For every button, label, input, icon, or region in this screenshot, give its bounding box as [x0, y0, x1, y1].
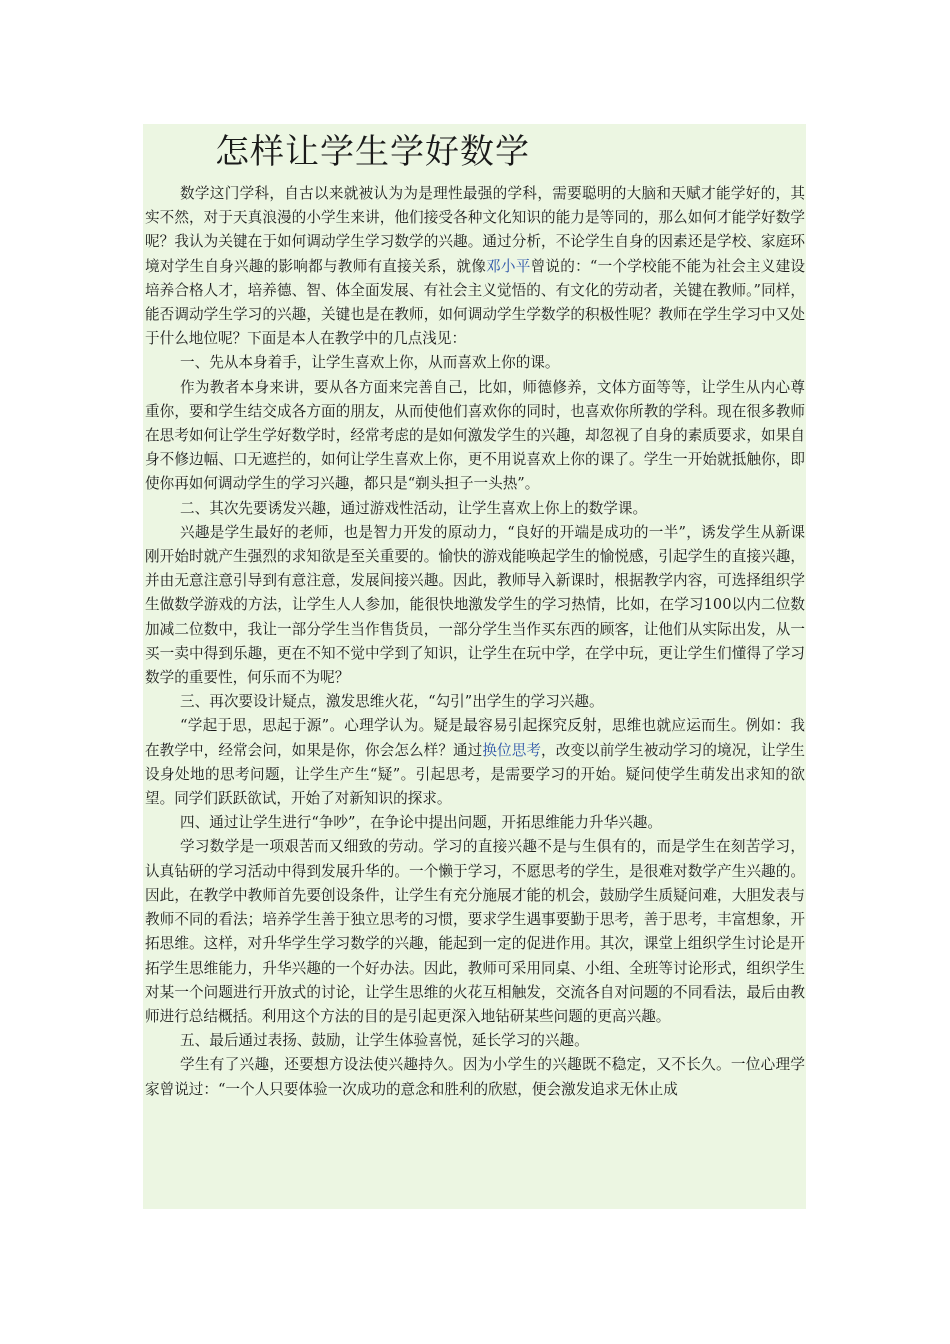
section-3-body — [145, 714, 805, 811]
document-body — [145, 182, 805, 1102]
perspective-taking-link[interactable]: 换位思考 — [482, 741, 542, 759]
section-3-text-b: ，改变以前学生被动学习的境况，让学生设身处地的思考问题，让学生产生“疑”。引起思考，是需要学习的开始。疑问使学生萌发出求知的欲望。同学们跃跃欲试，开始了对新知识的探求。 — [145, 741, 805, 808]
section-3-text-a: “学起于思，思起于源”。心理学认为。疑是最容易引起探究反射，思维也就应运而生。例如：我在教学中，经常会问，如果是你，你会怎么样？通过 — [145, 717, 805, 759]
document-title: 怎样让学生学好数学 — [215, 132, 530, 172]
deng-xiaoping-link[interactable]: 邓小平 — [486, 257, 531, 275]
section-4-heading: 四、通过让学生进行“争吵”，在争论中提出问题，开拓思维能力升华兴趣。 — [180, 814, 662, 832]
intro-paragraph — [145, 182, 805, 351]
section-1-heading: 一、先从本身着手，让学生喜欢上你，从而喜欢上你的课。 — [180, 354, 560, 372]
intro-text-2: 曾说的：“一个学校能不能为社会主义建设培养合格人才，培养德、智、体全面发展、有社会主义觉悟的、有文化的劳动者，关键在教师。”同样，能否调动学生学习的兴趣，关键也是在教师，如何调动学生学数学的积极性呢？教师在学生学习中又处于什么地位呢？下面是本人在教学中的几点浅见： — [145, 257, 805, 348]
section-2-heading: 二、其次先要诱发兴趣，通过游戏性活动，让学生喜欢上你上的数学课。 — [180, 499, 648, 517]
section-1-body: 作为教者本身来讲，要从各方面来完善自己，比如，师德修养，文体方面等等，让学生从内心尊重你，要和学生结交成各方面的朋友，从而使他们喜欢你的同时，也喜欢你所教的学科。现在很多教师在思考如何让学生学好数学时，经常考虑的是如何激发学生的兴趣，却忽视了自身的素质要求，如果自身不修边幅、口无遮拦的，如何让学生喜欢上你，更不用说喜欢上你的课了。学生一开始就抵触你，即使你再如何调动学生的学习兴趣，都只是“剃头担子一头热”。 — [145, 378, 805, 493]
section-2-body: 兴趣是学生最好的老师，也是智力开发的原动力，“良好的开端是成功的一半”，诱发学生从新课刚开始时就产生强烈的求知欲是至关重要的。愉快的游戏能唤起学生的愉悦感，引起学生的直接兴趣，并由无意注意引导到有意注意，发展间接兴趣。因此，教师导入新课时，根据教学内容，可选择组织学生做数学游戏的方法，让学生人人参加，能很快地激发学生的学习热情，比如，在学习100以内二位数加减二位数中，我让一部分学生当作售货员，一部分学生当作买东西的顾客，让他们从实际出发，从一买一卖中得到乐趣，更在不知不觉中学到了知识，让学生在玩中学，在学中玩，更让学生们懂得了学习数学的重要性，何乐而不为呢？ — [145, 523, 805, 687]
section-3-heading: 三、再次要设计疑点，激发思维火花，“勾引”出学生的学习兴趣。 — [180, 693, 604, 711]
section-4-body: 学习数学是一项艰苦而又细致的劳动。学习的直接兴趣不是与生俱有的，而是学生在刻苦学习，认真钻研的学习活动中得到发展升华的。一个懒于学习，不愿思考的学生，是很难对数学产生兴趣的。因此，在教学中教师首先要创设条件，让学生有充分施展才能的机会，鼓励学生质疑问难，大胆发表与教师不同的看法；培养学生善于独立思考的习惯，要求学生遇事要勤于思考，善于思考，丰富想象，开拓思维。这样，对升华学生学习数学的兴趣，能起到一定的促进作用。其次，课堂上组织学生讨论是开拓学生思维能力，升华兴趣的一个好办法。因此，教师可采用同桌、小组、全班等讨论形式，组织学生对某一个问题进行开放式的讨论，让学生思维的火花互相触发，交流各自对问题的不同看法，最后由教师进行总结概括。利用这个方法的目的是引起更深入地钻研某些问题的更高兴趣。 — [145, 838, 805, 1025]
section-5-heading: 五、最后通过表扬、鼓励，让学生体验喜悦，延长学习的兴趣。 — [180, 1032, 589, 1050]
section-5-body: 学生有了兴趣，还要想方设法使兴趣持久。因为小学生的兴趣既不稳定，又不长久。一位心理学家曾说过：“一个人只要体验一次成功的意念和胜利的欣慰，便会激发追求无休止成 — [145, 1056, 805, 1098]
intro-text-1: 数学这门学科，自古以来就被认为为是理性最强的学科，需要聪明的大脑和天赋才能学好的，其实不然，对于天真浪漫的小学生来讲，他们接受各种文化知识的能力是等同的，那么如何才能学好数学呢？我认为关键在于如何调动学生学习数学的兴趣。通过分析，不论学生自身的因素还是学校、家庭环境对学生自身兴趣的影响都与教师有直接关系，就像 — [145, 185, 805, 275]
